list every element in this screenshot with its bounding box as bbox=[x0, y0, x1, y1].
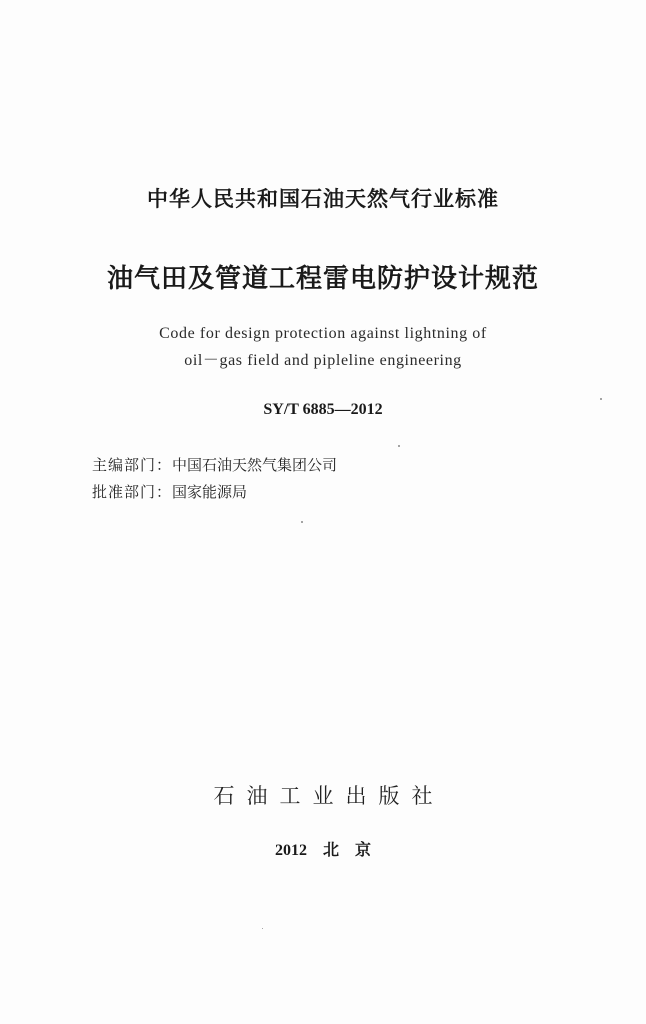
chinese-title: 油气田及管道工程雷电防护设计规范 bbox=[106, 264, 539, 294]
scan-speck bbox=[301, 521, 303, 523]
english-title-line-2: oil－gas field and pipleline engineering bbox=[184, 352, 462, 369]
editor-label: 主编部门： bbox=[92, 456, 173, 474]
publication-year-place: 2012 北 京 bbox=[274, 842, 371, 859]
responsible-departments bbox=[92, 452, 337, 506]
approver-row bbox=[92, 479, 337, 506]
standard-code: SY/T 6885—2012 bbox=[263, 401, 383, 418]
approver-value: 国家能源局 bbox=[172, 483, 248, 501]
english-title bbox=[0, 320, 646, 374]
industry-standard-heading: 中华人民共和国石油天然气行业标准 bbox=[147, 187, 499, 211]
editor-value: 中国石油天然气集团公司 bbox=[172, 456, 338, 474]
scan-speck bbox=[600, 398, 602, 400]
english-title-line-1: Code for design protection against lightning of bbox=[159, 325, 487, 342]
editor-row bbox=[92, 452, 337, 479]
approver-label: 批准部门： bbox=[92, 483, 173, 501]
publisher-name: 石油工业出版社 bbox=[213, 784, 445, 808]
scan-speck bbox=[262, 928, 263, 929]
scan-speck bbox=[398, 445, 400, 447]
